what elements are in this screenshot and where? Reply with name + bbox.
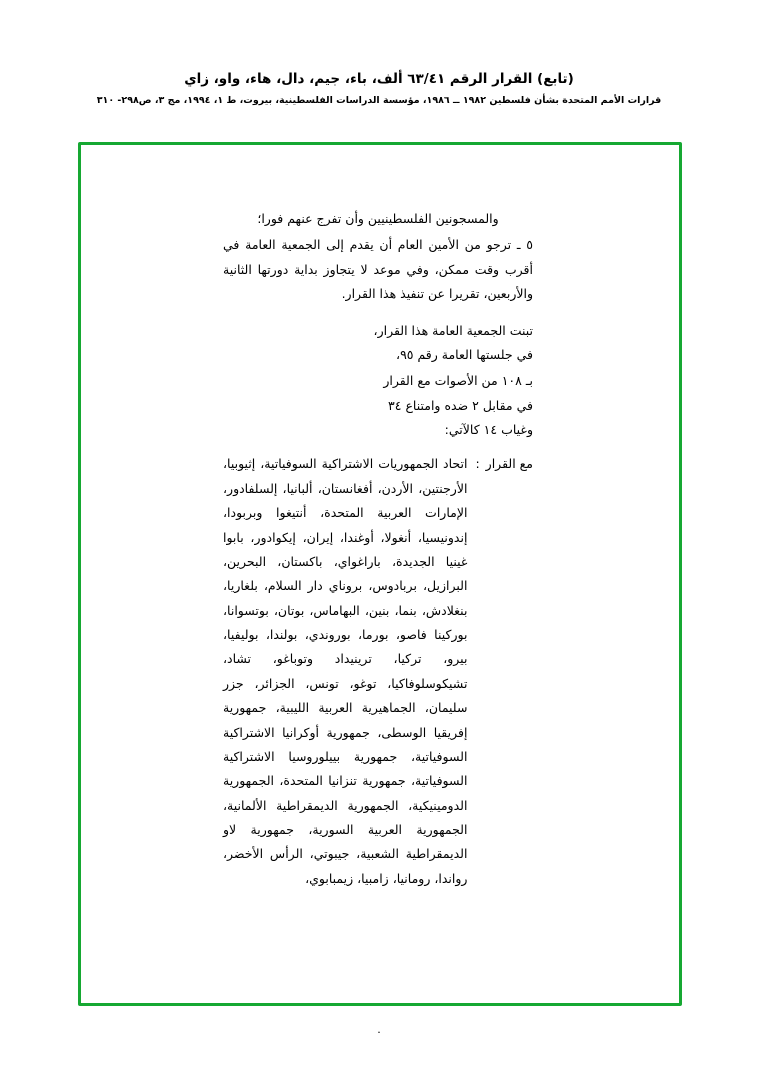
header-title: (تابع) القرار الرقم ٦٣/٤١ ألف، باء، جيم، دال، هاء، واو، زاي: [184, 71, 574, 87]
document-body: [223, 207, 533, 891]
footer-mark: .: [377, 1023, 381, 1036]
paragraph-continuation: والمسجونين الفلسطينيين وأن تفرج عنهم فورا؛: [257, 211, 499, 226]
content-frame: [78, 142, 682, 1006]
adoption-line: بـ ١٠٨ من الأصوات مع القرار: [383, 373, 533, 389]
page-header: [0, 70, 758, 107]
adoption-block: [223, 319, 533, 443]
adoption-line: تبنت الجمعية العامة هذا القرار،: [373, 322, 533, 338]
adoption-line: في جلستها العامة رقم ٩٥،: [396, 346, 533, 362]
header-source-line: قرارات الأمم المتحدة بشأن فلسطين ١٩٨٢ ــ ١٩٨٦، مؤسسة الدراسات الفلسطينية، بيروت، ط ١، ١٩٩٤، مج ٣، ص٢٩٨- ٣١٠: [96, 94, 662, 106]
vote-in-favour-countries: اتحاد الجمهوريات الاشتراكية السوفياتية، إثيوبيا، الأرجنتين، الأردن، أفغانستان، ألبانيا، إلسلفادور، الإمارات العربية المتحدة، أنتيغوا وبربودا، إندونيسيا، أنغولا، أوغندا، إيران، إيكوادور، بابوا غينيا الجديدة، باراغواي، باكستان، البحرين، البرازيل، بربادوس، بروناي دار السلام، بلغاريا، بنغلادش، بنما، بنين، البهاماس، بوتان، بوتسوانا، بوركينا فاصو، بورما، بوروندي، بولندا، بوليفيا، بيرو، تركيا، ترينيداد وتوباغو، تشاد، تشيكوسلوفاكيا، توغو، تونس، الجزائر، جزر سليمان، الجماهيرية العربية الليبية، جمهورية إفريقيا الوسطى، جمهورية أوكرانيا الاشتراكية السوفياتية، جمهورية بييلوروسيا الاشتراكية السوفياتية، جمهورية تنزانيا المتحدة، الجمهورية الدومينيكية، الجمهورية الديمقراطية الألمانية، الجمهورية العربية السورية، جمهورية لاو الديمقراطية الشعبية، جيبوتي، الرأس الأخضر، رواندا، رومانيا، زامبيا، زيمبابوي،: [223, 456, 468, 886]
vote-in-favour-block: [223, 452, 533, 891]
adoption-line: في مقابل ٢ ضده وامتناع ٣٤: [388, 397, 533, 413]
paragraph-item-5: ٥ ـ ترجو من الأمين العام أن يقدم إلى الجمعية العامة في أقرب وقت ممكن، وفي موعد لا يتجاوز بداية دورتها الثانية والأربعين، تقريرا عن تنفيذ هذا القرار.: [223, 237, 533, 302]
vote-in-favour-label: مع القرار: [485, 456, 533, 472]
adoption-line: وغياب ١٤ كالآتي:: [444, 422, 533, 437]
vote-label-colon: :: [475, 456, 480, 472]
